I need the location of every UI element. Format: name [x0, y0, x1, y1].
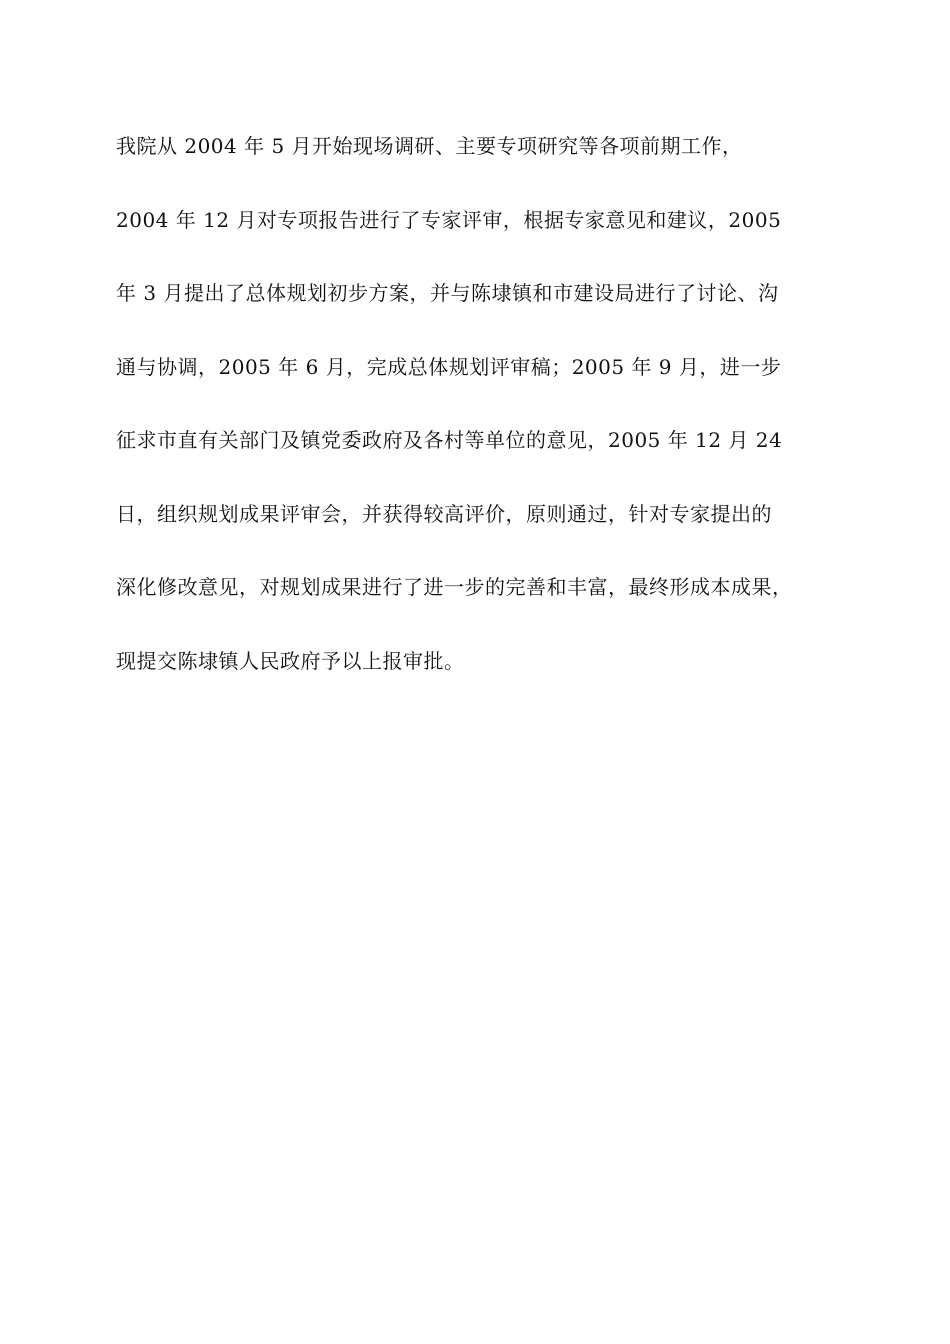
paragraph-line: 深化修改意见，对规划成果进行了进一步的完善和丰富，最终形成本成果， — [116, 575, 793, 599]
paragraph-line: 通与协调，2005 年 6 月，完成总体规划评审稿；2005 年 9 月，进一步 — [116, 354, 782, 379]
paragraph-line: 现提交陈埭镇人民政府予以上报审批。 — [116, 648, 465, 673]
paragraph-line: 征求市直有关部门及镇党委政府及各村等单位的意见，2005 年 12 月 24 — [116, 428, 783, 452]
paragraph-line: 日，组织规划成果评审会，并获得较高评价，原则通过，针对专家提出的 — [116, 501, 772, 526]
paragraph-line: 2004 年 12 月对专项报告进行了专家评审，根据专家意见和建议，2005 — [116, 207, 782, 232]
paragraph-line: 我院从 2004 年 5 月开始现场调研、主要专项研究等各项前期工作， — [116, 134, 743, 158]
paragraph-line: 年 3 月提出了总体规划初步方案，并与陈埭镇和市建设局进行了讨论、沟 — [116, 281, 779, 305]
body-paragraph — [116, 128, 846, 716]
